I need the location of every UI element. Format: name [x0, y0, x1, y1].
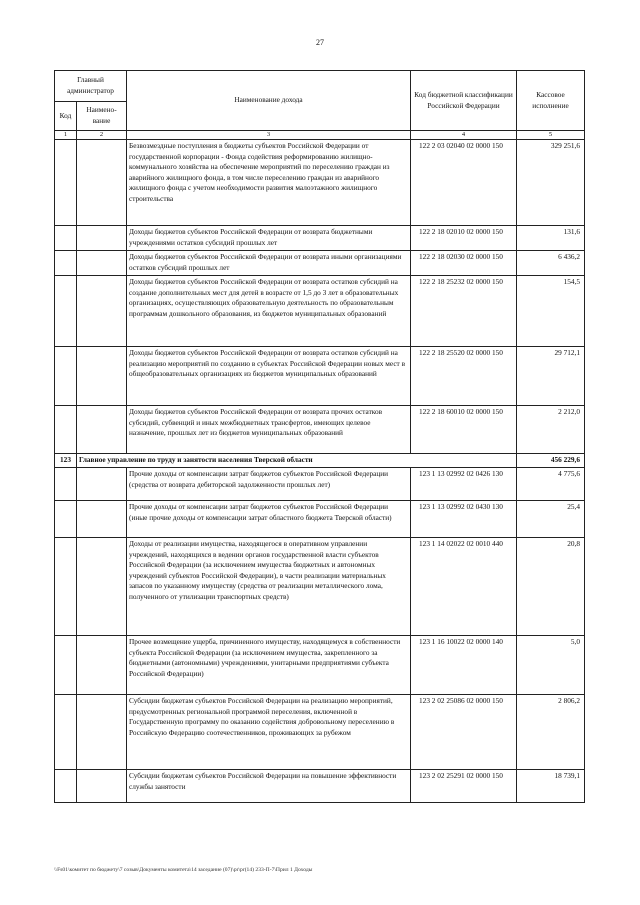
income-name-header: Наименование дохода — [127, 71, 411, 131]
code-cell — [55, 501, 77, 538]
kbk-code-cell: 122 2 18 60010 02 0000 150 — [411, 406, 517, 454]
table-row — [55, 347, 585, 406]
amount-cell: 2 806,2 — [517, 695, 585, 770]
code-cell — [55, 276, 77, 347]
code-cell — [55, 347, 77, 406]
income-name-cell: Субсидии бюджетам субъектов Российской Федерации на повышение эффективности службы занятости — [127, 770, 411, 803]
amount-cell: 6 436,2 — [517, 251, 585, 276]
table-row — [55, 276, 585, 347]
page-number: 27 — [316, 38, 324, 47]
code-cell — [55, 636, 77, 695]
admin-name-cell — [77, 406, 127, 454]
income-name-cell: Доходы бюджетов субъектов Российской Федерации от возврата иными организациями остатков субсидий прошлых лет — [127, 251, 411, 276]
amount-cell: 29 712,1 — [517, 347, 585, 406]
table-row — [55, 468, 585, 501]
amount-cell: 154,5 — [517, 276, 585, 347]
administrator-row — [55, 454, 585, 468]
table-row — [55, 538, 585, 636]
amount-cell: 4 775,6 — [517, 468, 585, 501]
table-row — [55, 636, 585, 695]
code-cell — [55, 695, 77, 770]
table-row — [55, 501, 585, 538]
income-name-cell: Доходы бюджетов субъектов Российской Федерации от возврата бюджетными учреждениями остатков субсидий прошлых лет — [127, 226, 411, 251]
kbk-code-cell: 123 2 02 25291 02 0000 150 — [411, 770, 517, 803]
table-row — [55, 695, 585, 770]
income-name-cell: Доходы бюджетов субъектов Российской Федерации от возврата прочих остатков субсидий, субвенций и иных межбюджетных трансфертов, имеющих целевое назначение, прошлых лет из бюджетов муниципальных образований — [127, 406, 411, 454]
amount-cell: 131,6 — [517, 226, 585, 251]
income-name-cell: Прочие доходы от компенсации затрат бюджетов субъектов Российской Федерации (средства от возврата дебиторской задолженности прошлых лет) — [127, 468, 411, 501]
income-table — [54, 70, 585, 803]
income-name-cell: Доходы бюджетов субъектов Российской Федерации от возврата остатков субсидий на реализацию мероприятий по созданию в субъектах Российской Федерации новых мест в общеобразовательных организациях из бюджетов муниципальных образований — [127, 347, 411, 406]
amount-cell: 329 251,6 — [517, 140, 585, 226]
kbk-code-cell: 123 1 13 02992 02 0430 130 — [411, 501, 517, 538]
admin-name-cell — [77, 770, 127, 803]
admin-name-cell — [77, 226, 127, 251]
column-index: 5 — [517, 131, 585, 140]
table-row — [55, 226, 585, 251]
amount-cell: 18 739,1 — [517, 770, 585, 803]
code-cell — [55, 538, 77, 636]
admin-name-cell — [77, 140, 127, 226]
file-path-footer: \\Fs01\комитет по бюджету\7 созыв\Документы комитета\14 заседание (07)\pr\pr(14) 233-П-7\Прил 1 Доходы — [54, 867, 313, 873]
kbk-code-cell: 123 1 13 02992 02 0426 130 — [411, 468, 517, 501]
income-name-cell: Безвозмездные поступления в бюджеты субъектов Российской Федерации от государственной корпорации - Фонда содействия реформированию жилищно-коммунального хозяйства на обеспечение мероприятий по переселению граждан из аварийного жилищного фонда, в том числе переселению граждан из аварийного жилищного фонда с учетом необходимости развития малоэтажного жилищного строительства — [127, 140, 411, 226]
kbk-code-cell: 123 1 16 10022 02 0000 140 — [411, 636, 517, 695]
kbk-code-cell: 122 2 18 02010 02 0000 150 — [411, 226, 517, 251]
income-name-cell: Доходы от реализации имущества, находящегося в оперативном управлении учреждений, находящихся в ведении органов государственной власти субъектов Российской Федерации (за исключением имущества бюджетных и автономных учреждений субъектов Российской Федерации), в части реализации материальных запасов по указанному имуществу (средства от реализации металлического лома, полученного от утилизации транспортных средств) — [127, 538, 411, 636]
amount-cell: 20,8 — [517, 538, 585, 636]
amount-cell: 2 212,0 — [517, 406, 585, 454]
kbk-code-cell: 122 2 03 02040 02 0000 150 — [411, 140, 517, 226]
amount-cell: 25,4 — [517, 501, 585, 538]
table-row — [55, 406, 585, 454]
admin-name-cell — [77, 501, 127, 538]
name-short-header: Наимено-вание — [77, 102, 127, 131]
table-row — [55, 140, 585, 226]
column-index: 1 — [55, 131, 77, 140]
column-index: 2 — [77, 131, 127, 140]
admin-name-cell — [77, 538, 127, 636]
amount-cell: 456 229,6 — [517, 454, 585, 468]
code-cell — [55, 251, 77, 276]
code-cell — [55, 226, 77, 251]
main-admin-header: Главный администратор — [55, 71, 127, 102]
code-cell — [55, 140, 77, 226]
admin-name-cell — [77, 636, 127, 695]
cash-execution-header: Кассовое исполнение — [517, 71, 585, 131]
kbk-code-cell: 123 1 14 02022 02 0010 440 — [411, 538, 517, 636]
admin-name-cell: Главное управление по труду и занятости населения Тверской области — [77, 454, 517, 468]
kbk-code-cell: 122 2 18 02030 02 0000 150 — [411, 251, 517, 276]
admin-name-cell — [77, 695, 127, 770]
column-index-row — [55, 131, 585, 140]
amount-cell: 5,0 — [517, 636, 585, 695]
code-header: Код — [55, 102, 77, 131]
table-row — [55, 251, 585, 276]
column-index: 4 — [411, 131, 517, 140]
admin-name-cell — [77, 276, 127, 347]
admin-name-cell — [77, 468, 127, 501]
income-name-cell: Прочее возмещение ущерба, причиненного имуществу, находящемуся в собственности субъекта Российской Федерации (за исключением имущества, закрепленного за бюджетными (автономными) учреждениями, унитарными предприятиями субъекта Российской Федерации) — [127, 636, 411, 695]
code-cell — [55, 468, 77, 501]
kbk-code-cell: 122 2 18 25232 02 0000 150 — [411, 276, 517, 347]
kbk-code-cell: 123 2 02 25086 02 0000 150 — [411, 695, 517, 770]
income-name-cell: Субсидии бюджетам субъектов Российской Федерации на реализацию мероприятий, предусмотренных региональной программой переселения, включенной в Государственную программу по оказанию содействия добровольному переселению в Российскую Федерацию соотечественников, проживающих за рубежом — [127, 695, 411, 770]
table-body — [55, 140, 585, 803]
table-row — [55, 770, 585, 803]
income-name-cell: Прочие доходы от компенсации затрат бюджетов субъектов Российской Федерации (иные прочие доходы от компенсации затрат областного бюджета Тверской области) — [127, 501, 411, 538]
admin-name-cell — [77, 251, 127, 276]
column-index: 3 — [127, 131, 411, 140]
kbk-header: Код бюджетной классификации Российской Федерации — [411, 71, 517, 131]
code-cell — [55, 770, 77, 803]
income-name-cell: Доходы бюджетов субъектов Российской Федерации от возврата остатков субсидий на создание дополнительных мест для детей в возрасте от 1,5 до 3 лет в образовательных организациях, осуществляющих образовательную деятельность по образовательным программам дошкольного образования, из бюджетов муниципальных образований — [127, 276, 411, 347]
kbk-code-cell: 122 2 18 25520 02 0000 150 — [411, 347, 517, 406]
admin-code-cell: 123 — [55, 454, 77, 468]
table-header — [55, 71, 585, 140]
code-cell — [55, 406, 77, 454]
admin-name-cell — [77, 347, 127, 406]
